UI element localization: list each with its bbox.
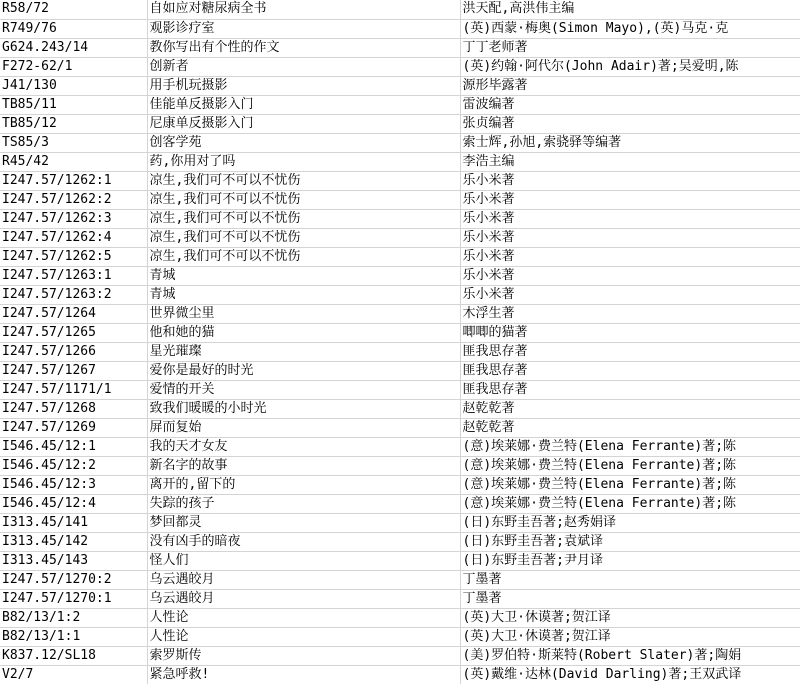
title-cell[interactable]: 凉生,我们可不可以不忧伤 — [147, 190, 460, 209]
table-row — [0, 152, 800, 171]
title-cell[interactable]: 我的天才女友 — [147, 437, 460, 456]
table-row — [0, 95, 800, 114]
author-cell[interactable]: (意)埃莱娜·费兰特(Elena Ferrante)著;陈 — [460, 456, 800, 475]
table-row — [0, 266, 800, 285]
title-cell[interactable]: 世界微尘里 — [147, 304, 460, 323]
author-cell[interactable]: (英)戴维·达林(David Darling)著;王双武译 — [460, 665, 800, 684]
table-row — [0, 608, 800, 627]
author-cell[interactable]: 索士辉,孙旭,索骁驿等编著 — [460, 133, 800, 152]
author-cell[interactable]: 丁丁老师著 — [460, 38, 800, 57]
call-number-cell[interactable]: G624.243/14 — [0, 38, 147, 57]
table-row — [0, 551, 800, 570]
title-cell[interactable]: 梦回都灵 — [147, 513, 460, 532]
call-number-cell[interactable]: I546.45/12:3 — [0, 475, 147, 494]
call-number-cell[interactable]: I313.45/142 — [0, 532, 147, 551]
title-cell[interactable]: 教你写出有个性的作文 — [147, 38, 460, 57]
title-cell[interactable]: 紧急呼救! — [147, 665, 460, 684]
author-cell[interactable]: 唧唧的猫著 — [460, 323, 800, 342]
call-number-cell[interactable]: I247.57/1270:2 — [0, 570, 147, 589]
table-row — [0, 247, 800, 266]
table-row — [0, 437, 800, 456]
table-row — [0, 133, 800, 152]
call-number-cell[interactable]: TB85/12 — [0, 114, 147, 133]
author-cell[interactable]: 乐小米著 — [460, 190, 800, 209]
title-cell[interactable]: 新名字的故事 — [147, 456, 460, 475]
title-cell[interactable]: 离开的,留下的 — [147, 475, 460, 494]
title-cell[interactable]: 青城 — [147, 285, 460, 304]
author-cell[interactable]: 源形毕露著 — [460, 76, 800, 95]
title-cell[interactable]: 爱情的开关 — [147, 380, 460, 399]
title-cell[interactable]: 凉生,我们可不可以不忧伤 — [147, 171, 460, 190]
title-cell[interactable]: 怪人们 — [147, 551, 460, 570]
title-cell[interactable]: 人性论 — [147, 608, 460, 627]
call-number-cell[interactable]: I247.57/1268 — [0, 399, 147, 418]
call-number-cell[interactable]: I546.45/12:4 — [0, 494, 147, 513]
call-number-cell[interactable]: R45/42 — [0, 152, 147, 171]
call-number-cell[interactable]: TS85/3 — [0, 133, 147, 152]
author-cell[interactable]: 乐小米著 — [460, 209, 800, 228]
call-number-cell[interactable]: F272-62/1 — [0, 57, 147, 76]
title-cell[interactable]: 失踪的孩子 — [147, 494, 460, 513]
table-row — [0, 342, 800, 361]
title-cell[interactable]: 乌云遇皎月 — [147, 589, 460, 608]
title-cell[interactable]: 创新者 — [147, 57, 460, 76]
author-cell[interactable]: 乐小米著 — [460, 285, 800, 304]
author-cell[interactable]: 乐小米著 — [460, 171, 800, 190]
call-number-cell[interactable]: I247.57/1262:4 — [0, 228, 147, 247]
author-cell[interactable]: (英)大卫·休谟著;贺江译 — [460, 627, 800, 646]
call-number-cell[interactable]: R58/72 — [0, 0, 147, 19]
table-row — [0, 304, 800, 323]
title-cell[interactable]: 尼康单反摄影入门 — [147, 114, 460, 133]
call-number-cell[interactable]: I247.57/1267 — [0, 361, 147, 380]
author-cell[interactable]: (意)埃莱娜·费兰特(Elena Ferrante)著;陈 — [460, 494, 800, 513]
title-cell[interactable]: 凉生,我们可不可以不忧伤 — [147, 209, 460, 228]
table-row — [0, 228, 800, 247]
title-cell[interactable]: 人性论 — [147, 627, 460, 646]
table-row — [0, 570, 800, 589]
call-number-cell[interactable]: I247.57/1262:1 — [0, 171, 147, 190]
author-cell[interactable]: 洪天配,高洪伟主编 — [460, 0, 800, 19]
call-number-cell[interactable]: I247.57/1265 — [0, 323, 147, 342]
call-number-cell[interactable]: R749/76 — [0, 19, 147, 38]
title-cell[interactable]: 索罗斯传 — [147, 646, 460, 665]
title-cell[interactable]: 观影诊疗室 — [147, 19, 460, 38]
call-number-cell[interactable]: I247.57/1171/1 — [0, 380, 147, 399]
title-cell[interactable]: 星光璀璨 — [147, 342, 460, 361]
author-cell[interactable]: (英)大卫·休谟著;贺江译 — [460, 608, 800, 627]
author-cell[interactable]: (英)约翰·阿代尔(John Adair)著;吴爱明,陈 — [460, 57, 800, 76]
title-cell[interactable]: 药,你用对了吗 — [147, 152, 460, 171]
author-cell[interactable]: 匪我思存著 — [460, 342, 800, 361]
author-cell[interactable]: (意)埃莱娜·费兰特(Elena Ferrante)著;陈 — [460, 475, 800, 494]
title-cell[interactable]: 青城 — [147, 266, 460, 285]
table-row — [0, 323, 800, 342]
author-cell[interactable]: 张贞编著 — [460, 114, 800, 133]
author-cell[interactable]: 丁墨著 — [460, 570, 800, 589]
author-cell[interactable]: 乐小米著 — [460, 247, 800, 266]
author-cell[interactable]: 赵乾乾著 — [460, 399, 800, 418]
call-number-cell[interactable]: I247.57/1269 — [0, 418, 147, 437]
table-row — [0, 380, 800, 399]
call-number-cell[interactable]: I247.57/1264 — [0, 304, 147, 323]
table-row — [0, 475, 800, 494]
title-cell[interactable]: 致我们暖暖的小时光 — [147, 399, 460, 418]
table-row — [0, 76, 800, 95]
call-number-cell[interactable]: J41/130 — [0, 76, 147, 95]
table-row — [0, 19, 800, 38]
table-row — [0, 456, 800, 475]
table-row — [0, 114, 800, 133]
table-row — [0, 646, 800, 665]
author-cell[interactable]: (英)西蒙·梅奥(Simon Mayo),(英)马克·克 — [460, 19, 800, 38]
call-number-cell[interactable]: V2/7 — [0, 665, 147, 684]
title-cell[interactable]: 用手机玩摄影 — [147, 76, 460, 95]
table-row — [0, 361, 800, 380]
table-row — [0, 209, 800, 228]
author-cell[interactable]: (日)东野圭吾著;袁斌译 — [460, 532, 800, 551]
table-row — [0, 171, 800, 190]
author-cell[interactable]: 丁墨著 — [460, 589, 800, 608]
author-cell[interactable]: 李浩主编 — [460, 152, 800, 171]
call-number-cell[interactable]: I313.45/143 — [0, 551, 147, 570]
table-row — [0, 57, 800, 76]
call-number-cell[interactable]: B82/13/1:1 — [0, 627, 147, 646]
author-cell[interactable]: 匪我思存著 — [460, 361, 800, 380]
author-cell[interactable]: (美)罗伯特·斯莱特(Robert Slater)著;陶娟 — [460, 646, 800, 665]
author-cell[interactable]: (意)埃莱娜·费兰特(Elena Ferrante)著;陈 — [460, 437, 800, 456]
table-row — [0, 38, 800, 57]
author-cell[interactable]: 赵乾乾著 — [460, 418, 800, 437]
author-cell[interactable]: 乐小米著 — [460, 228, 800, 247]
author-cell[interactable]: 雷波编著 — [460, 95, 800, 114]
author-cell[interactable]: (日)东野圭吾著;赵秀娟译 — [460, 513, 800, 532]
title-cell[interactable]: 屏而复始 — [147, 418, 460, 437]
title-cell[interactable]: 凉生,我们可不可以不忧伤 — [147, 247, 460, 266]
author-cell[interactable]: 匪我思存著 — [460, 380, 800, 399]
title-cell[interactable]: 没有凶手的暗夜 — [147, 532, 460, 551]
table-row — [0, 494, 800, 513]
author-cell[interactable]: (日)东野圭吾著;尹月译 — [460, 551, 800, 570]
title-cell[interactable]: 自如应对糖尿病全书 — [147, 0, 460, 19]
table-row — [0, 627, 800, 646]
table-row — [0, 190, 800, 209]
call-number-cell[interactable]: K837.12/SL18 — [0, 646, 147, 665]
title-cell[interactable]: 佳能单反摄影入门 — [147, 95, 460, 114]
call-number-cell[interactable]: I247.57/1270:1 — [0, 589, 147, 608]
call-number-cell[interactable]: I546.45/12:2 — [0, 456, 147, 475]
table-row — [0, 0, 800, 19]
author-cell[interactable]: 乐小米著 — [460, 266, 800, 285]
call-number-cell[interactable]: I247.57/1263:1 — [0, 266, 147, 285]
title-cell[interactable]: 凉生,我们可不可以不忧伤 — [147, 228, 460, 247]
call-number-cell[interactable]: I313.45/141 — [0, 513, 147, 532]
title-cell[interactable]: 爱你是最好的时光 — [147, 361, 460, 380]
table-row — [0, 513, 800, 532]
table-row — [0, 418, 800, 437]
call-number-cell[interactable]: I247.57/1263:2 — [0, 285, 147, 304]
call-number-cell[interactable]: I247.57/1262:2 — [0, 190, 147, 209]
call-number-cell[interactable]: I546.45/12:1 — [0, 437, 147, 456]
table-row — [0, 285, 800, 304]
call-number-cell[interactable]: I247.57/1262:5 — [0, 247, 147, 266]
table-row — [0, 399, 800, 418]
call-number-cell[interactable]: I247.57/1266 — [0, 342, 147, 361]
table-row — [0, 665, 800, 684]
table-row — [0, 589, 800, 608]
title-cell[interactable]: 乌云遇皎月 — [147, 570, 460, 589]
title-cell[interactable]: 他和她的猫 — [147, 323, 460, 342]
call-number-cell[interactable]: B82/13/1:2 — [0, 608, 147, 627]
call-number-cell[interactable]: I247.57/1262:3 — [0, 209, 147, 228]
author-cell[interactable]: 木浮生著 — [460, 304, 800, 323]
call-number-cell[interactable]: TB85/11 — [0, 95, 147, 114]
title-cell[interactable]: 创客学苑 — [147, 133, 460, 152]
table-row — [0, 532, 800, 551]
